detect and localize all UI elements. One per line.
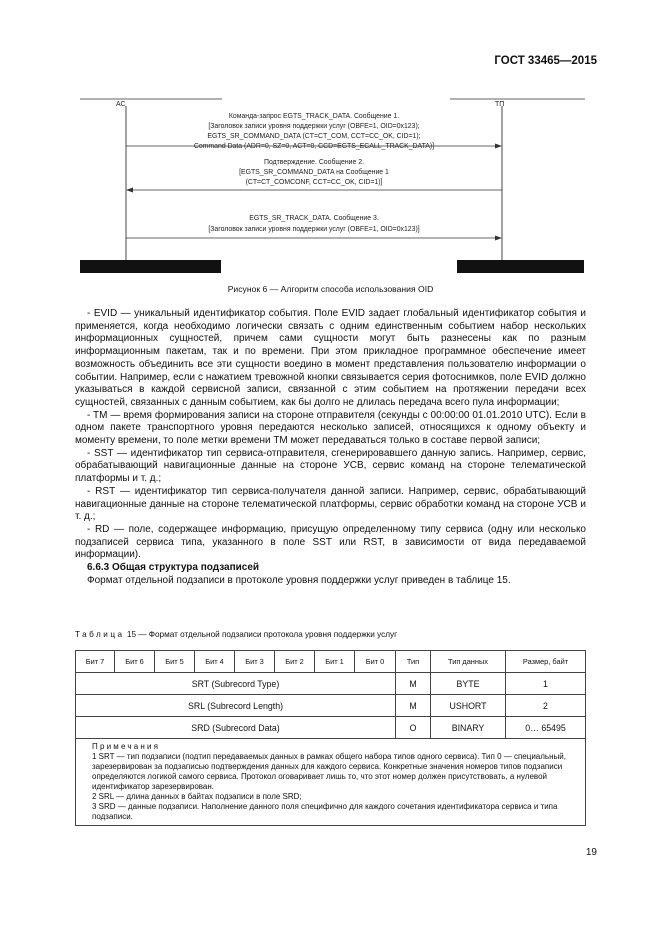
row-field: SRD (Subrecord Data) [76,717,396,739]
row-data-type: USHORT [431,695,506,717]
actor-left-label: АС [116,101,126,108]
note-1: 1 SRT — тип подзаписи (подтип передаваемых данных в рамках общего набора типов одного сервиса). Тип 0 — специальный, зарезервирован за подзаписью подтверждения данных для каждого сервиса. Конкретные значения номеров типов подзаписи определяются логикой самого сервиса. Протокол оговаривает лишь то, что этот номер должен присутствовать, а нулевой идентификатор зарезервирован. [92,752,566,791]
table-row [76,717,586,739]
para-intro: Формат отдельной подзаписи в протоколе уровня поддержки услуг приведен в таблице 15. [87,574,511,586]
header-data-type: Тип данных [431,651,506,673]
msg1-line3: EGTS_SR_COMMAND_DATA (CT=CT_COM, CCT=CC_OK, CID=1); [207,133,421,140]
row-field: SRL (Subrecord Length) [76,695,396,717]
msg2-line1: Подтверждение. Сообщение 2. [264,159,364,166]
row-data-type: BINARY [431,717,506,739]
table-row [76,673,586,695]
msg1-arrowhead [495,144,502,149]
actor-right-label: ТП [495,101,505,108]
header-bit4: Бит 4 [195,651,235,673]
row-type: M [396,695,431,717]
figure-caption: Рисунок 6 — Алгоритм способа использования OID [227,284,434,294]
msg3-line1: EGTS_SR_TRACK_DATA. Сообщение 3. [249,215,379,222]
table-caption-text: 15 — Формат отдельной подзаписи протокола уровня поддержки услуг [126,630,398,639]
header-size: Размер, байт [506,651,586,673]
header-bit7: Бит 7 [76,651,115,673]
msg3-arrowhead [495,236,502,241]
msg2-arrowhead [126,188,133,193]
table-row [76,695,586,717]
body-text [75,308,586,587]
header-bit0: Бит 0 [355,651,396,673]
page-header-standard: ГОСТ 33465—2015 [494,55,597,67]
para-rst: - RST — идентификатор тип сервиса-получателя данной записи. Например, сервис, обрабатывающий навигационные данные на стороне телематической платформы, сервис обработки команд на стороне УСВ и т. д.; [75,485,586,523]
table-header-row [76,651,586,673]
table-notes-row [76,739,586,826]
row-type: O [396,717,431,739]
row-size: 0… 65495 [506,717,586,739]
subrecord-format-table [75,650,586,826]
lifeline-right-end-bar [457,260,584,273]
para-tm: - TM — время формирования записи на стороне отправителя (секунды с 00:00:00 01.01.2010 UTC). Если в одном пакете транспортного уровня передаются несколько записей, относящихся к одному объекту и моменту времени, то поле метки времени TM может передаваться только в составе первой записи; [75,409,586,447]
table-notes [76,739,586,826]
section-heading: 6.6.3 Общая структура подзаписей [87,562,260,574]
row-size: 2 [506,695,586,717]
row-type: M [396,673,431,695]
lifeline-left-end-bar [80,260,221,273]
note-2: 2 SRL — длина данных в байтах подзаписи в поле SRD; [92,792,302,801]
msg2-line2: [EGTS_SR_COMMAND_DATA на Сообщение 1 [239,169,389,176]
header-bit2: Бит 2 [275,651,315,673]
header-bit3: Бит 3 [235,651,275,673]
row-field: SRT (Subrecord Type) [76,673,396,695]
page-number: 19 [585,847,597,858]
msg2-line3: (CT=CT_COMCONF, CCT=CC_OK, CID=1)] [245,179,383,186]
sequence-diagram [0,0,661,280]
para-rd: - RD — поле, содержащее информацию, присущую определенному типу сервиса (одну или несколько подзаписей сервиса типа, указанного в поле SST или RST, в зависимости от вида передаваемой информации). [75,523,586,561]
table-caption-word: Таблица [75,630,125,639]
header-bit1: Бит 1 [315,651,355,673]
table-caption [75,630,397,639]
msg3-line2: [Заголовок записи уровня поддержки услуг (OBFE=1, OID=0x123)] [208,226,420,233]
row-size: 1 [506,673,586,695]
para-sst: - SST — идентификатор тип сервиса-отправителя, сгенерировавшего данную запись. Например, сервис, обрабатывающий навигационные данные на стороне УСВ, сервис команд на стороне телематической платформы и т. д.; [75,447,586,485]
header-bit5: Бит 5 [155,651,195,673]
msg1-line4: Command Data (ADR=0, SZ=0, ACT=0, CCD=EGTS_ECALL_TRACK_DATA)] [193,143,435,150]
msg1-line1: Команда-запрос EGTS_TRACK_DATA. Сообщение 1. [228,113,400,120]
row-data-type: BYTE [431,673,506,695]
header-type: Тип [396,651,431,673]
notes-title: Примечания [92,742,161,751]
header-bit6: Бит 6 [115,651,155,673]
msg1-line2: [Заголовок записи уровня поддержки услуг (OBFE=1, OID=0x123); [208,123,420,130]
para-evid: - EVID — уникальный идентификатор события. Поле EVID задает глобальный идентификатор события и применяется, когда необходимо логически связать с одним единственным событием набор нескольких информационных сущностей, причем сами сущности могут быть разнесены как по разным информационным пакетам, так и по времени. При этом прикладное программное обеспечение имеет возможность объединить все эти сущности воедино в момент представления пользователю информации о событии. Например, если с нажатием тревожной кнопки связывается серия фотоснимков, поле EVID должно указываться в каждой сервисной записи, связанной с этим событием на протяжении передачи всех сущностей, связанных с данным событием, как бы долго не длилась передача всего пула информации; [75,308,586,408]
note-3: 3 SRD — данные подзаписи. Наполнение данного поля специфично для каждого сочетания идентификатора сервиса и типа подзаписи. [92,802,558,821]
